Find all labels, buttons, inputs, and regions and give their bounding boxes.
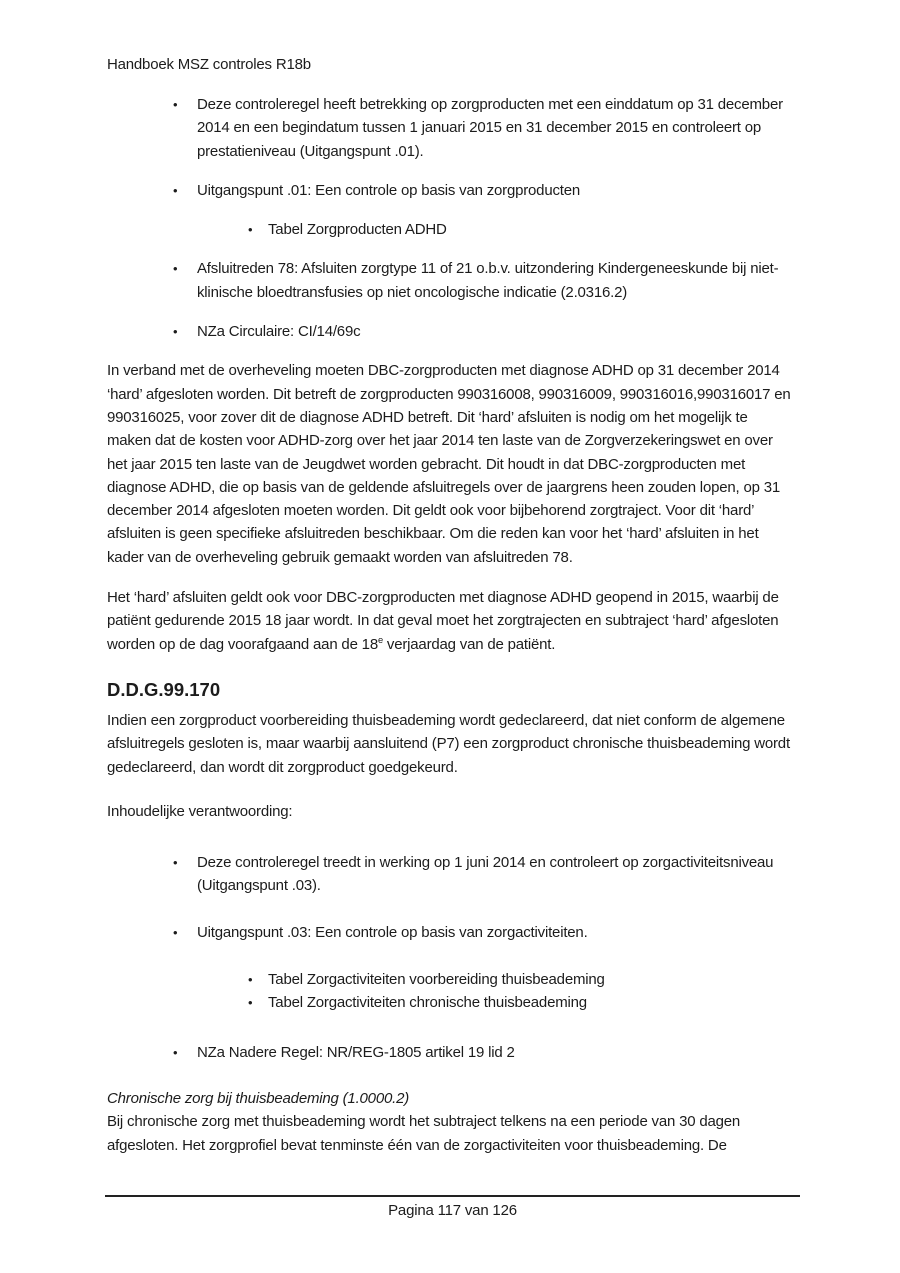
bullet-marker-icon: • [173,1044,178,1060]
superscript-e: e [377,634,383,645]
bullet-marker-icon: • [248,972,253,988]
bullet-item-text: Deze controleregel treedt in werking op 1 juni 2014 en controleert op zorgactiviteitsniveau (Uitgangspunt .03). [197,854,774,895]
bullet-item [173,93,795,163]
bullet-item [173,1041,795,1064]
bullet-marker-icon: • [173,855,178,871]
bullet-item-text: Uitgangspunt .03: Een controle op basis van zorgactiviteiten. [197,923,588,941]
paragraph-thuisbeademing-regel: Indien een zorgproduct voorbereiding thuisbeademing wordt gedeclareerd, dat niet conform de algemene afsluitregels gesloten is, maar waarbij aansluitend (P7) een zorgproduct chronische thuisbeademing wordt gedeclareerd, dan wordt dit zorgproduct goedgekeurd. [107,711,790,776]
bullet-item-text: Deze controleregel heeft betrekking op zorgproducten met een einddatum op 31 december 2014 en een begindatum tussen 1 januari 2015 en 31 december 2015 en controleert op prestatieniveau (Uitgangspunt .01). [197,96,783,160]
paragraph-hard-afsluiten [107,586,795,656]
bullet-item [173,320,795,343]
paragraph-overheveling: In verband met de overheveling moeten DBC-zorgproducten met diagnose ADHD op 31 december 2014 ‘hard’ afgesloten worden. Dit betreft de zorgproducten 990316008, 990316009, 990316016,990316017 en 990316025, voor zover dit de diagnose ADHD betreft. Dit ‘hard’ afsluiten is nodig om het mogelijk te maken dat de kosten voor ADHD-zorg over het jaar 2014 ten laste van de Zorgverzekeringswet en over het jaar 2015 ten laste van de Jeugdwet worden gebracht. Dit houdt in dat DBC-zorgproducten met diagnose ADHD, die op basis van de geldende afsluitregels over de jaargrens heen zouden lopen, op 31 december 2014 afgesloten moeten worden. Dit geldt ook voor bijbehorend zorgtraject. Voor dit ‘hard’ afsluiten is geen specifieke afsluitreden beschikbaar. Om die reden kan voor het ‘hard’ afsluiten in het kader van de overheveling gebruik gemaakt worden van afsluitreden 78. [107,362,791,566]
label-inhoudelijke-verantwoording: Inhoudelijke verantwoording: [107,802,293,820]
footer-divider [105,1195,800,1197]
sub-bullet-item [248,991,795,1014]
bullet-marker-icon: • [173,97,178,112]
bullet-item [173,921,795,944]
sub-bullet-item-text: Tabel Zorgactiviteiten voorbereiding thuisbeademing [268,971,605,989]
bullet-item-text: NZa Nadere Regel: NR/REG-1805 artikel 19 lid 2 [197,1043,515,1061]
sub-bullet-item [248,218,795,241]
bullet-item-text: NZa Circulaire: CI/14/69c [197,323,361,341]
page-footer: Pagina 117 van 126 [388,1202,517,1219]
bullet-item [173,851,795,898]
sub-bullet-item [248,968,795,991]
bullet-marker-icon: • [248,995,253,1011]
bullet-marker-icon: • [248,222,253,238]
paragraph-chronische-zorg: Bij chronische zorg met thuisbeademing wordt het subtraject telkens na een periode van 30 dagen afgesloten. Het zorgprofiel bevat tenminste één van de zorgactiviteiten voor thuisbeademing. De [107,1113,741,1154]
bullet-item [173,257,795,304]
section-heading: D.D.G.99.170 [107,678,221,700]
bullet-list-mid [107,851,795,1064]
bullet-marker-icon: • [173,324,178,340]
bullet-item-text: Afsluitreden 78: Afsluiten zorgtype 11 of 21 o.b.v. uitzondering Kindergeneeskunde bij niet-klinische bloedtransfusies op niet oncologische indicatie (2.0316.2) [197,260,779,301]
paragraph-text-after-sup: verjaardag van de patiënt. [382,635,556,653]
sub-bullet-item-text: Tabel Zorgproducten ADHD [268,221,447,239]
page-header-text: Handboek MSZ controles R18b [107,56,311,73]
bullet-item-text: Uitgangspunt .01: Een controle op basis van zorgproducten [197,181,581,199]
paragraph-text-before-sup: Het ‘hard’ afsluiten geldt ook voor DBC-zorgproducten met diagnose ADHD geopend in 2015, waarbij de patiënt gedurende 2015 18 jaar wordt. In dat geval moet het zorgtrajecten en subtraject ‘hard’ afgesloten worden op de dag voorafgaand aan de 18 [107,589,779,653]
bullet-list-top [107,93,795,343]
sub-bullet-item-text: Tabel Zorgactiviteiten chronische thuisbeademing [268,994,587,1012]
subsection-heading-italic: Chronische zorg bij thuisbeademing (1.0000.2) [107,1089,410,1107]
bullet-marker-icon: • [173,924,178,940]
bullet-marker-icon: • [173,261,178,277]
bullet-marker-icon: • [173,182,178,198]
bullet-item [173,179,795,202]
